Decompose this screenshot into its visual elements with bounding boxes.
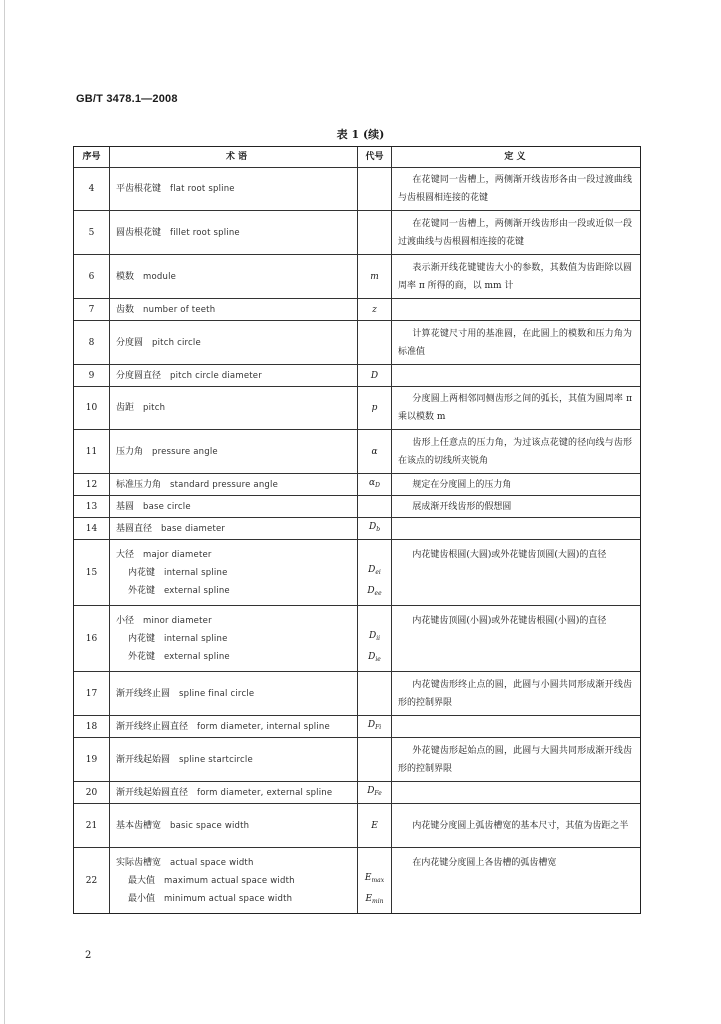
row-number: 21 <box>74 804 110 847</box>
term-line <box>116 268 357 286</box>
symbol-base: m <box>370 271 379 282</box>
term-cell <box>110 299 358 320</box>
row-number: 16 <box>74 606 110 671</box>
term-cell <box>110 738 358 781</box>
term-chinese: 压力角 <box>116 446 144 457</box>
row-number: 10 <box>74 387 110 429</box>
definition-text: 计算花键尺寸用的基准圆，在此圆上的模数和压力角为标准值 <box>398 328 632 357</box>
term-chinese: 渐开线起始圆直径 <box>116 787 189 798</box>
term-chinese: 分度圆 <box>116 337 144 348</box>
symbol <box>372 301 377 319</box>
definition-cell <box>392 782 638 803</box>
term-english: pitch <box>143 403 166 413</box>
definition-text: 齿形上任意点的压力角，为过该点花键的径向线与齿形在该点的切线所夹锐角 <box>398 437 632 466</box>
row-number: 15 <box>74 540 110 605</box>
symbol-subscript: b <box>376 526 381 533</box>
symbol-subscript: ei <box>375 569 381 576</box>
term-line <box>116 612 357 630</box>
term-chinese: 外花键 <box>128 585 156 596</box>
term-line <box>116 476 357 494</box>
symbol-base: D <box>368 631 377 641</box>
term-line <box>116 224 357 242</box>
symbol-cell <box>358 365 392 386</box>
table-row <box>74 298 640 320</box>
term-line <box>116 498 357 516</box>
term-cell <box>110 672 358 715</box>
term-line <box>116 301 357 319</box>
symbol <box>368 561 381 582</box>
row-number: 8 <box>74 321 110 364</box>
term-chinese: 小径 <box>116 615 135 626</box>
table-row <box>74 320 640 364</box>
definition-cell <box>392 168 638 210</box>
row-number: 14 <box>74 518 110 539</box>
term-english: actual space width <box>170 857 254 868</box>
symbol-subscript: min <box>372 898 384 905</box>
symbol <box>368 716 381 737</box>
term-line <box>116 367 357 385</box>
symbol-base: z <box>372 304 377 315</box>
term-cell <box>110 518 358 539</box>
symbol-base: D <box>367 586 375 596</box>
term-english: form diameter, external spline <box>197 787 333 798</box>
term-line <box>116 718 357 736</box>
table-row <box>74 167 640 210</box>
row-number: 4 <box>74 168 110 210</box>
symbol-cell <box>358 255 392 298</box>
term-english: form diameter, internal spline <box>197 721 330 732</box>
row-number: 12 <box>74 474 110 495</box>
header-symbol: 代号 <box>358 147 392 167</box>
term-chinese: 齿距 <box>116 403 135 413</box>
symbol <box>367 782 382 803</box>
definition-cell <box>392 518 638 539</box>
term-line <box>116 872 357 890</box>
table-row <box>74 254 640 298</box>
term-english: module <box>143 271 177 282</box>
term-english: pitch circle <box>152 337 201 348</box>
definition-text: 内花键齿根圆(大圆)或外花键齿顶圆(大圆)的直径 <box>412 550 607 560</box>
term-english: internal spline <box>164 633 228 644</box>
symbol <box>371 443 377 461</box>
term-line <box>116 334 357 352</box>
term-cell <box>110 474 358 495</box>
term-line <box>116 520 357 538</box>
symbol-cell <box>358 716 392 737</box>
term-cell <box>110 430 358 473</box>
term-english: basic space width <box>170 820 250 831</box>
symbol-cell <box>358 518 392 539</box>
definition-text: 内花键齿顶圆(小圆)或外花键齿根圆(小圆)的直径 <box>412 616 607 626</box>
symbol-base: D <box>367 786 375 796</box>
symbol-cell <box>358 211 392 254</box>
term-english: pitch circle diameter <box>170 370 262 381</box>
symbol-base: α <box>369 478 376 488</box>
term-chinese: 基圆直径 <box>116 523 153 534</box>
table-row <box>74 386 640 429</box>
row-number: 20 <box>74 782 110 803</box>
term-cell <box>110 387 358 429</box>
symbol-base: D <box>368 652 376 662</box>
page-number: 2 <box>85 950 92 961</box>
term-chinese: 实际齿槽宽 <box>116 857 162 868</box>
term-english: number of teeth <box>143 304 216 315</box>
symbol-cell <box>358 168 392 210</box>
term-english: fillet root spline <box>170 227 240 238</box>
term-chinese: 最大值 <box>128 875 156 886</box>
symbol-base: D <box>368 565 376 575</box>
header-no: 序号 <box>74 147 110 167</box>
term-line <box>116 817 357 835</box>
symbol <box>369 627 380 648</box>
table-row <box>74 803 640 847</box>
row-number: 18 <box>74 716 110 737</box>
symbol-cell <box>358 387 392 429</box>
term-chinese: 圆齿根花键 <box>116 227 162 238</box>
standard-code: GB/T 3478.1—2008 <box>76 93 178 105</box>
definition-cell <box>392 321 638 364</box>
term-chinese: 内花键 <box>128 567 156 578</box>
definition-cell <box>392 716 638 737</box>
symbol-cell <box>358 474 392 495</box>
term-cell <box>110 804 358 847</box>
header-term: 术 语 <box>110 147 358 167</box>
term-line <box>116 399 357 417</box>
table-row <box>74 364 640 386</box>
term-english: spline final circle <box>179 688 255 699</box>
term-line <box>116 751 357 769</box>
symbol-base: E <box>365 894 373 904</box>
row-number: 19 <box>74 738 110 781</box>
row-number: 17 <box>74 672 110 715</box>
definition-text: 表示渐开线花键键齿大小的参数，其数值为齿距除以圆周率 π 所得的商，以 mm 计 <box>398 262 632 291</box>
term-cell <box>110 168 358 210</box>
symbol-cell <box>358 804 392 847</box>
symbol-subscript: D <box>375 482 380 489</box>
definition-cell <box>392 430 638 473</box>
term-cell <box>110 321 358 364</box>
term-chinese: 基本齿槽宽 <box>116 820 162 831</box>
symbol-cell <box>358 321 392 364</box>
definition-text: 内花键分度圆上弧齿槽宽的基本尺寸，其值为齿距之半 <box>412 820 629 831</box>
term-english: minimum actual space width <box>164 893 293 904</box>
term-chinese: 最小值 <box>128 893 156 904</box>
table-row <box>74 671 640 715</box>
symbol <box>369 518 380 539</box>
definition-cell <box>392 672 638 715</box>
symbol-subscript: max <box>371 877 385 884</box>
term-cell <box>110 365 358 386</box>
term-cell <box>110 716 358 737</box>
symbol-cell <box>358 606 392 671</box>
term-line <box>116 582 357 600</box>
term-chinese: 基圆 <box>116 501 135 512</box>
term-chinese: 大径 <box>116 549 135 560</box>
term-chinese: 模数 <box>116 271 135 282</box>
table-row <box>74 539 640 605</box>
table-header-row <box>74 147 640 167</box>
symbol-subscript: ie <box>375 656 381 663</box>
symbol <box>367 582 381 603</box>
term-line <box>116 443 357 461</box>
row-number: 11 <box>74 430 110 473</box>
symbol-cell <box>358 540 392 605</box>
definition-cell <box>392 211 638 254</box>
row-number: 6 <box>74 255 110 298</box>
symbol <box>371 817 378 835</box>
table-row <box>74 605 640 671</box>
table-row <box>74 473 640 495</box>
definition-cell <box>392 848 638 913</box>
symbol-subscript: Fe <box>374 790 382 797</box>
term-line <box>116 630 357 648</box>
term-line <box>116 546 357 564</box>
definition-text: 规定在分度圆上的压力角 <box>412 479 512 490</box>
term-line <box>116 890 357 908</box>
term-cell <box>110 540 358 605</box>
term-english: flat root spline <box>170 184 235 194</box>
table-row <box>74 737 640 781</box>
definition-cell <box>392 540 638 605</box>
symbol-cell <box>358 848 392 913</box>
definition-cell <box>392 496 638 517</box>
table-row <box>74 210 640 254</box>
symbol <box>371 367 378 385</box>
term-line <box>116 648 357 666</box>
table-row <box>74 517 640 539</box>
definition-text: 在内花键分度圆上各齿槽的弧齿槽宽 <box>412 858 557 868</box>
symbol-subscript: ii <box>376 635 381 642</box>
symbol-base: D <box>368 522 377 532</box>
symbol-base: p <box>371 403 378 413</box>
symbol <box>365 890 383 911</box>
definition-text: 分度圆上两相邻同侧齿形之间的弧长，其值为圆周率 π 乘以模数 m <box>398 394 632 422</box>
definition-cell <box>392 365 638 386</box>
term-line <box>116 784 357 802</box>
term-chinese: 外花键 <box>128 651 156 662</box>
term-english: pressure angle <box>152 446 218 457</box>
term-english: major diameter <box>143 549 212 560</box>
symbol-cell <box>358 782 392 803</box>
header-definition: 定 义 <box>504 152 526 162</box>
term-chinese: 平齿根花键 <box>116 184 162 194</box>
symbol <box>365 869 384 890</box>
symbol-base: α <box>371 446 378 457</box>
terms-table <box>73 146 641 914</box>
definition-text: 在花键同一齿槽上，两侧渐开线齿形各由一段过渡曲线与齿根圆相连接的花键 <box>398 175 632 203</box>
symbol <box>370 268 379 286</box>
definition-text: 展成渐开线齿形的假想圆 <box>412 501 512 512</box>
row-number: 22 <box>74 848 110 913</box>
definition-cell <box>392 606 638 671</box>
symbol-cell <box>358 496 392 517</box>
term-line <box>116 685 357 703</box>
term-cell <box>110 848 358 913</box>
symbol-subscript: ee <box>374 590 382 597</box>
definition-cell <box>392 738 638 781</box>
term-line <box>116 564 357 582</box>
row-number: 13 <box>74 496 110 517</box>
symbol-cell <box>358 430 392 473</box>
symbol-base: D <box>367 720 376 730</box>
definition-text: 外花键齿形起始点的圆，此圆与大圆共同形成渐开线齿形的控制界限 <box>398 745 632 774</box>
row-number: 7 <box>74 299 110 320</box>
term-line <box>116 854 357 872</box>
term-english: external spline <box>164 651 230 662</box>
term-chinese: 齿数 <box>116 304 135 315</box>
symbol <box>369 474 380 495</box>
symbol-base: D <box>370 370 379 381</box>
term-english: base circle <box>143 501 191 512</box>
symbol <box>372 399 378 417</box>
term-chinese: 标准压力角 <box>116 479 162 490</box>
table-row <box>74 847 640 913</box>
term-english: internal spline <box>164 567 228 578</box>
term-chinese: 内花键 <box>128 633 156 644</box>
symbol-cell <box>358 738 392 781</box>
term-english: standard pressure angle <box>170 479 279 490</box>
definition-cell <box>392 387 638 429</box>
term-cell <box>110 782 358 803</box>
definition-cell <box>392 255 638 298</box>
symbol-base: E <box>364 873 372 883</box>
term-chinese: 渐开线终止圆直径 <box>116 721 189 732</box>
symbol-base: E <box>371 820 378 831</box>
definition-cell <box>392 474 638 495</box>
page-edge-line <box>4 0 5 1024</box>
term-english: base diameter <box>161 523 226 534</box>
table-row <box>74 495 640 517</box>
symbol-cell <box>358 672 392 715</box>
term-cell <box>110 255 358 298</box>
symbol-cell <box>358 299 392 320</box>
definition-text: 内花键齿形终止点的圆，此圆与小圆共同形成渐开线齿形的控制界限 <box>398 679 632 708</box>
table-row <box>74 781 640 803</box>
symbol-subscript: Fi <box>375 724 382 731</box>
row-number: 9 <box>74 365 110 386</box>
term-cell <box>110 606 358 671</box>
term-english: maximum actual space width <box>164 875 295 886</box>
term-line <box>116 180 357 198</box>
term-english: external spline <box>164 585 230 596</box>
term-chinese: 分度圆直径 <box>116 370 162 381</box>
term-cell <box>110 211 358 254</box>
table-row <box>74 429 640 473</box>
definition-cell <box>392 299 638 320</box>
table-row <box>74 715 640 737</box>
symbol <box>368 648 381 669</box>
table-body <box>74 167 640 913</box>
row-number: 5 <box>74 211 110 254</box>
term-english: spline startcircle <box>179 754 253 765</box>
term-chinese: 渐开线终止圆 <box>116 688 171 699</box>
definition-text: 在花键同一齿槽上，两侧渐开线齿形由一段或近似一段过渡曲线与齿根圆相连接的花键 <box>398 218 632 247</box>
term-cell <box>110 496 358 517</box>
term-english: minor diameter <box>143 615 212 626</box>
definition-cell <box>392 804 638 847</box>
table-title: 表 1 (续) <box>336 128 385 141</box>
term-chinese: 渐开线起始圆 <box>116 754 171 765</box>
